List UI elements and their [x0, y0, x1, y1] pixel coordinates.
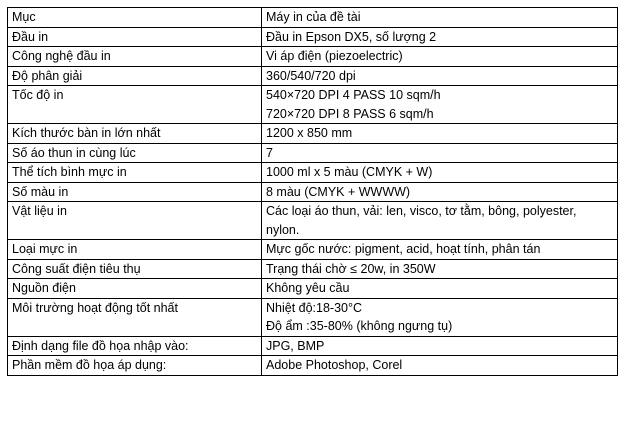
table-row — [8, 336, 618, 356]
row-value-line: Adobe Photoshop, Corel — [266, 358, 403, 372]
row-value-line: 8 màu (CMYK + WWWW) — [266, 184, 411, 199]
row-label: Đầu in — [8, 27, 262, 47]
row-value — [262, 66, 618, 86]
table-row — [8, 279, 618, 299]
row-label: Vật liệu in — [8, 202, 262, 240]
row-value — [262, 240, 618, 260]
table-row — [8, 66, 618, 86]
row-label: Công suất điện tiêu thụ — [8, 259, 262, 279]
table-row — [8, 298, 618, 336]
row-label: Nguồn điện — [8, 279, 262, 299]
row-value-line: Trạng thái chờ ≤ 20w, in 350W — [266, 261, 436, 276]
row-value — [262, 182, 618, 202]
row-value — [262, 336, 618, 356]
spec-table-body — [8, 8, 618, 376]
row-value — [262, 259, 618, 279]
row-label: Số áo thun in cùng lúc — [8, 143, 262, 163]
row-value-line: 360/540/720 dpi — [266, 68, 356, 83]
table-row — [8, 240, 618, 260]
table-row — [8, 47, 618, 67]
row-label: Tốc độ in — [8, 86, 262, 124]
table-row — [8, 143, 618, 163]
row-value — [262, 47, 618, 67]
table-row — [8, 182, 618, 202]
row-label: Độ phân giải — [8, 66, 262, 86]
row-value — [262, 124, 618, 144]
row-value-line: Mực gốc nước: pigment, acid, hoạt tính, phân tán — [266, 242, 541, 256]
row-label: Số màu in — [8, 182, 262, 202]
row-value — [262, 86, 618, 124]
table-row — [8, 8, 618, 28]
row-value-line: Vi áp điện (piezoelectric) — [266, 49, 403, 63]
row-label: Kích thước bàn in lớn nhất — [8, 124, 262, 144]
row-label: Loại mực in — [8, 240, 262, 260]
row-value-line: Nhiệt độ:18-30°C — [266, 300, 363, 315]
row-value — [262, 298, 618, 336]
row-value — [262, 163, 618, 183]
table-row — [8, 202, 618, 240]
row-value-line: 540×720 DPI 4 PASS 10 sqm/h — [266, 88, 441, 102]
row-value-line: Đầu in Epson DX5, số lượng 2 — [266, 29, 437, 44]
table-row — [8, 259, 618, 279]
row-label: Thể tích bình mực in — [8, 163, 262, 183]
row-value-line: JPG, BMP — [266, 338, 325, 353]
row-value — [262, 202, 618, 240]
row-label: Công nghệ đầu in — [8, 47, 262, 67]
row-value-line: 7 — [266, 145, 273, 160]
row-label: Định dạng file đồ họa nhập vào: — [8, 336, 262, 356]
table-row — [8, 86, 618, 124]
row-value-line: 720×720 DPI 8 PASS 6 sqm/h — [266, 106, 434, 121]
row-value-line: Các loại áo thun, vải: len, visco, tơ tằm, bông, polyester, — [266, 204, 577, 218]
row-value — [262, 356, 618, 376]
row-value-line: Không yêu cầu — [266, 281, 350, 295]
row-value — [262, 279, 618, 299]
spec-table — [7, 7, 618, 376]
row-value-line: 1000 ml x 5 màu (CMYK + W) — [266, 165, 433, 179]
table-row — [8, 163, 618, 183]
row-value-line: Độ ẩm :35-80% (không ngưng tụ) — [266, 319, 453, 333]
table-row — [8, 27, 618, 47]
row-value — [262, 8, 618, 28]
row-value-line: 1200 x 850 mm — [266, 126, 353, 140]
table-row — [8, 124, 618, 144]
row-value-line: nylon. — [266, 222, 300, 237]
row-value — [262, 27, 618, 47]
row-value-line: Máy in của đề tài — [266, 10, 361, 24]
row-label: Môi trường hoạt động tốt nhất — [8, 298, 262, 336]
row-label: Phần mềm đồ họa áp dụng: — [8, 356, 262, 376]
table-row — [8, 356, 618, 376]
row-label: Mục — [8, 8, 262, 28]
row-value — [262, 143, 618, 163]
